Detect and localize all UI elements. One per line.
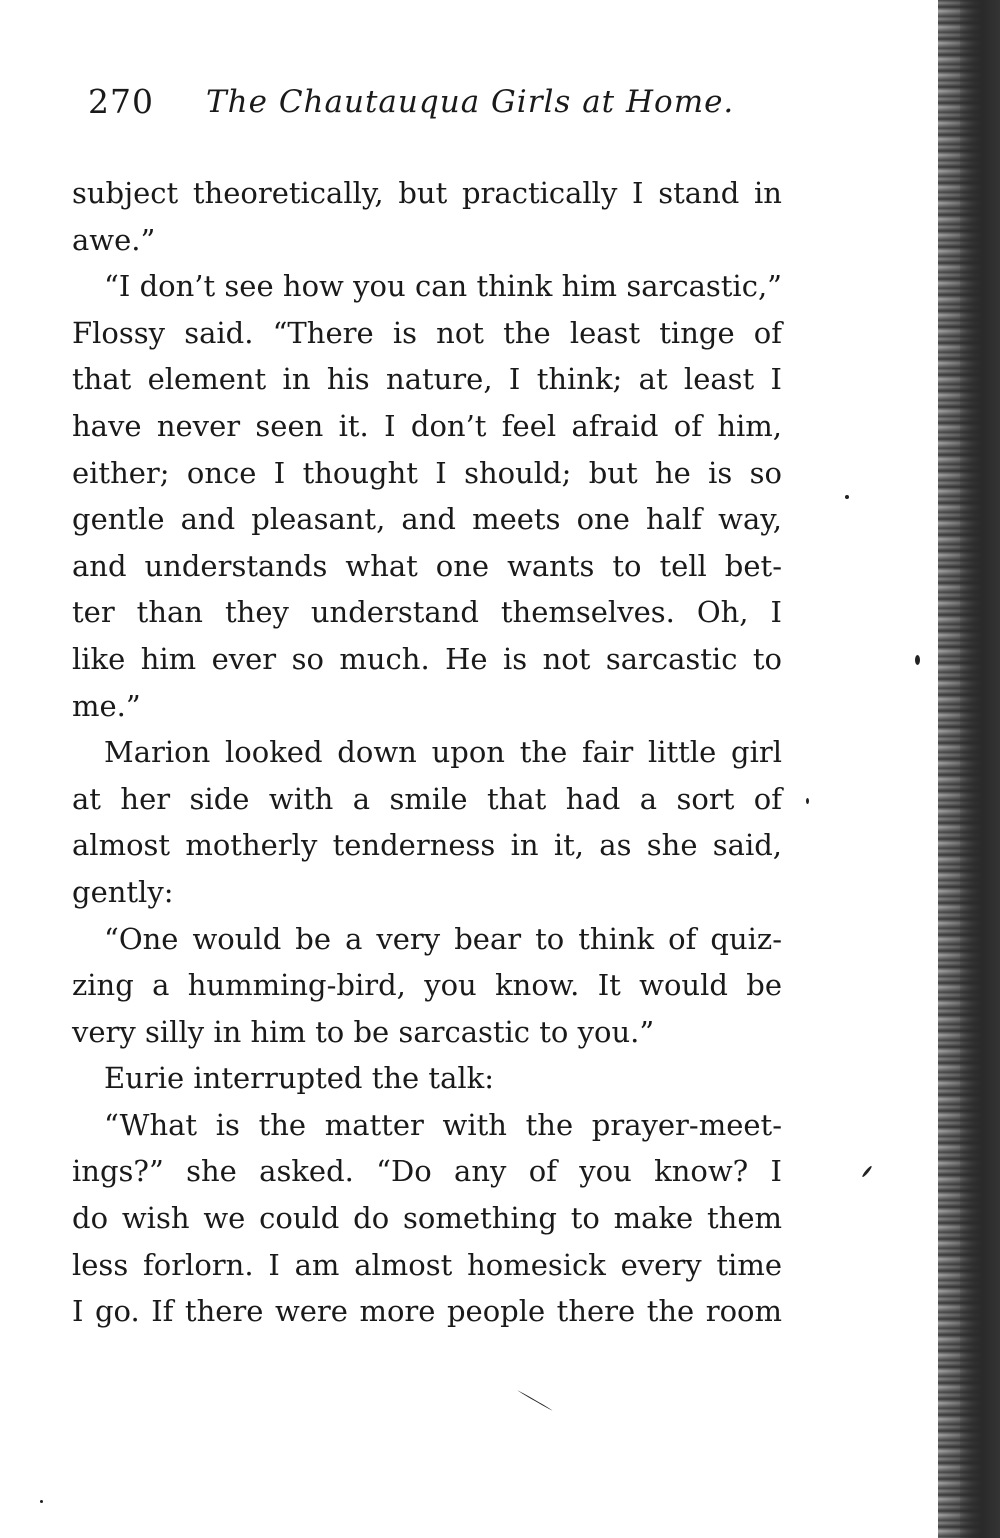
scan-speck [517,1390,552,1411]
scan-binding-shadow-core [960,0,1000,1538]
text-line: subject theoretically, but practically I stand in [72,176,782,210]
text-line: that element in his nature, I think; at least I [72,362,782,397]
scan-speck [845,495,849,499]
text-line: gently: [72,874,174,909]
text-line: me.” [72,688,141,723]
running-title: The Chautauqua Girls at Home. [206,84,735,120]
scan-speck [861,1165,872,1178]
text-line: at her side with a smile that had a sort of [72,781,782,816]
text-line: Marion looked down upon the fair little girl [104,735,782,770]
text-line: gentle and pleasant, and meets one half way, [72,502,782,537]
text-line: like him ever so much. He is not sarcastic to [72,641,782,676]
text-line: “What is the matter with the prayer-meet- [104,1107,782,1142]
text-line: awe.” [72,222,156,257]
scan-speck [915,655,920,665]
text-line: do wish we could do something to make them [72,1201,782,1236]
text-line: either; once I thought I should; but he is so [72,455,782,490]
page-number: 270 [88,82,154,121]
text-line: have never seen it. I don’t feel afraid of him, [72,408,782,443]
text-line: zing a humming-bird, you know. It would be [72,968,782,1003]
scan-speck [40,1500,43,1503]
text-line: “One would be a very bear to think of quiz- [104,921,782,956]
text-line: “I don’t see how you can think him sarcastic,” [104,269,782,304]
scan-speck [806,798,809,804]
body-text [72,170,782,1335]
page-header [88,82,735,132]
text-line: and understands what one wants to tell bet- [72,548,782,583]
scan-binding-shadow [938,0,1000,1538]
text-line: ter than they understand themselves. Oh, I [72,595,782,630]
text-line: I go. If there were more people there the room [72,1294,782,1329]
text-line: less forlorn. I am almost homesick every time [72,1247,782,1282]
text-line: Flossy said. “There is not the least tinge of [72,315,782,350]
text-line: ings?” she asked. “Do any of you know? I [72,1154,782,1189]
text-line: very silly in him to be sarcastic to you.” [72,1014,655,1049]
text-line: almost motherly tenderness in it, as she said, [72,828,782,863]
text-line: Eurie interrupted the talk: [104,1061,494,1096]
